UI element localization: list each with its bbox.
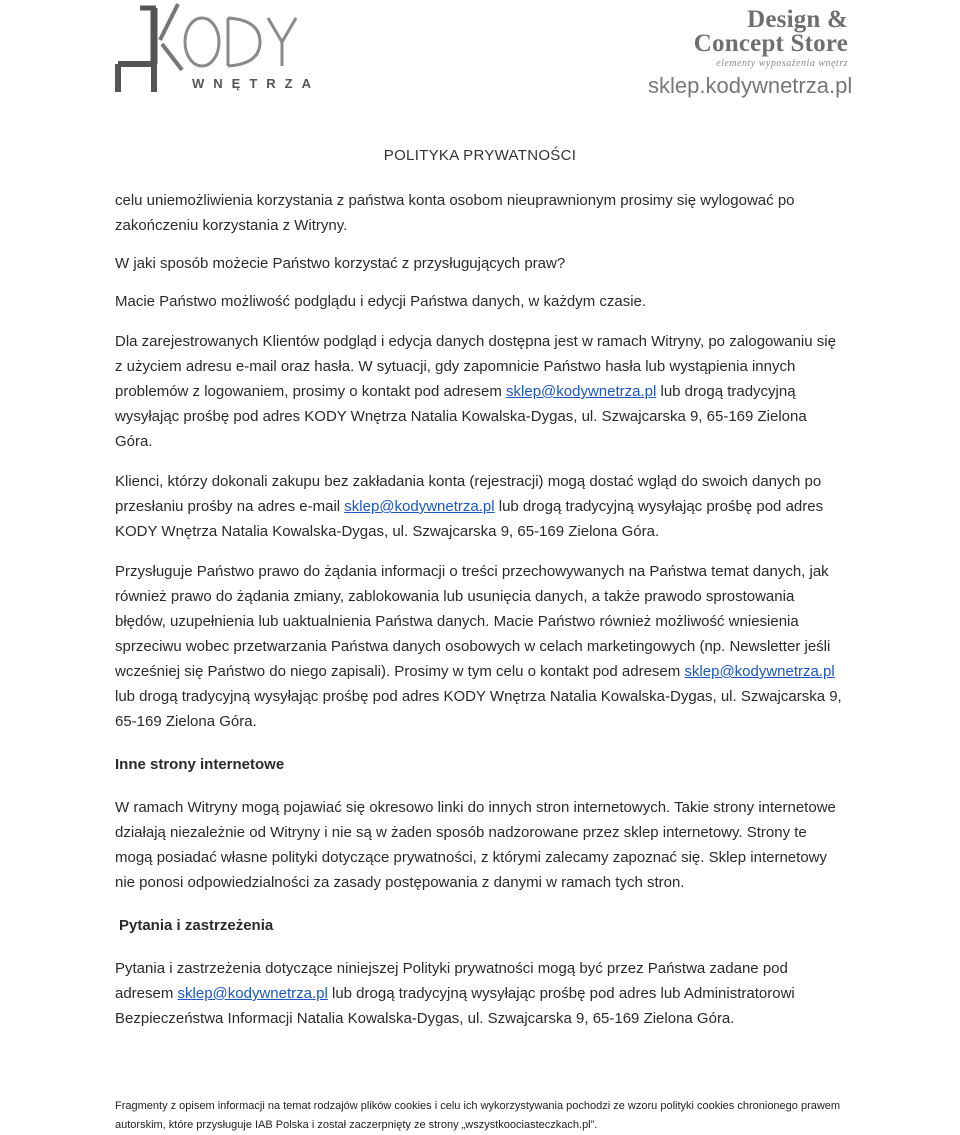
paragraph-other-websites: W ramach Witryny mogą pojawiać się okresowo linki do innych stron internetowych. Takie strony internetowe działają niezależnie od Witryny i nie są w żaden sposób nadzorowane przez sklep internetowy. Strony te mogą posiadać własne polityki dotyczące prywatności, z którymi zalecamy zapoznać się. Sklep internetowy nie ponosi odpowiedzialności za zasady postępowania z danymi w ramach tych stron. bbox=[115, 799, 836, 891]
paragraph-questions: Pytania i zastrzeżenia dotyczące niniejszej Polityki prywatności mogą być przez Państwa zadane pod adresem sklep@kodywnetrza.pl lub drogą tradycyjną wysyłając prośbę pod adres lub Administratorowi Bezpieczeństwa Informacji Natalia Kowalska-Dygas, ul. Szwajcarska 9, 65-169 Zielona Góra. bbox=[115, 960, 795, 1027]
heading-questions: Pytania i zastrzeżenia bbox=[119, 917, 274, 934]
paragraph-preview-edit: Macie Państwo możliwość podglądu i edycji Państwa danych, w każdym czasie. bbox=[115, 293, 647, 310]
email-link[interactable]: sklep@kodywnetrza.pl bbox=[506, 383, 657, 400]
heading-other-websites: Inne strony internetowe bbox=[115, 756, 285, 773]
paragraph-registered-clients: Dla zarejestrowanych Klientów podgląd i edycja danych dostępna jest w ramach Witryny, po zalogowaniu się z użyciem adresu e-mail oraz hasła. W sytuacji, gdy zapomnicie Państwo hasła lub wystąpienia innych problemów z logowaniem, prosimy o kontakt pod adresem sklep@kodywnetrza.pl lub drogą tradycyjną wysyłając prośbę pod adres KODY Wnętrza Natalia Kowalska-Dygas, ul. Szwajcarska 9, 65-169 Zielona Góra. bbox=[115, 333, 836, 450]
logo-subtitle: WNĘTRZA bbox=[192, 76, 320, 91]
paragraph-logout: celu uniemożliwienia korzystania z państwa konta osobom nieuprawnionym prosimy się wylogować po zakończeniu korzystania z Witryny. bbox=[115, 192, 795, 234]
document-title: POLITYKA PRYWATNOŚCI bbox=[383, 147, 577, 164]
concept-store-logo bbox=[648, 6, 853, 99]
kody-wnetrza-logo bbox=[110, 0, 320, 100]
email-link[interactable]: sklep@kodywnetrza.pl bbox=[684, 663, 835, 680]
paragraph-data-rights: Przysługuje Państwo prawo do żądania informacji o treści przechowywanych na Państwa temat danych, jak również prawo do żądania zmiany, zablokowania lub usunięcia danych, a także prawodo sprostowania błędów, uzupełnienia lub uaktualnienia Państwa danych. Macie Państwo również możliwość wniesienia sprzeciwu wobec przetwarzania Państwa danych osobowych w celach marketingowych (np. Newsletter jeśli wcześniej się Państwo do niego zapisali). Prosimy w tym celu o kontakt pod adresem sklep@kodywnetrza.pl lub drogą tradycyjną wysyłając prośbę pod adres KODY Wnętrza Natalia Kowalska-Dygas, ul. Szwajcarska 9, 65-169 Zielona Góra. bbox=[115, 563, 842, 730]
heading-rights: W jaki sposób możecie Państwo korzystać z przysługujących praw? bbox=[115, 255, 566, 272]
brand-line-design: Design & bbox=[747, 6, 848, 33]
paragraph-guest-clients: Klienci, którzy dokonali zakupu bez zakładania konta (rejestracji) mogą dostać wgląd do swoich danych po przesłaniu prośby na adres e-mail sklep@kodywnetrza.pl lub drogą tradycyjną wysyłając prośbę pod adres KODY Wnętrza Natalia Kowalska-Dygas, ul. Szwajcarska 9, 65-169 Zielona Góra. bbox=[115, 473, 824, 540]
brand-tagline: elementy wyposażenia wnętrz bbox=[716, 58, 848, 69]
email-link[interactable]: sklep@kodywnetrza.pl bbox=[177, 985, 328, 1002]
policy-content bbox=[115, 188, 845, 1031]
brand-line-concept-store: Concept Store bbox=[693, 30, 848, 57]
footer-note: Fragmenty z opisem informacji na temat rodzajów plików cookies i celu ich wykorzystywania pochodzi ze wzoru polityki cookies chronionego prawem autorskim, które przysługuje IAB Polska i został zaczerpnięty ze strony „wszystkoociasteczkach.pl”. bbox=[115, 1100, 841, 1131]
store-url: sklep.kodywnetrza.pl bbox=[648, 73, 853, 98]
email-link[interactable]: sklep@kodywnetrza.pl bbox=[344, 498, 495, 515]
